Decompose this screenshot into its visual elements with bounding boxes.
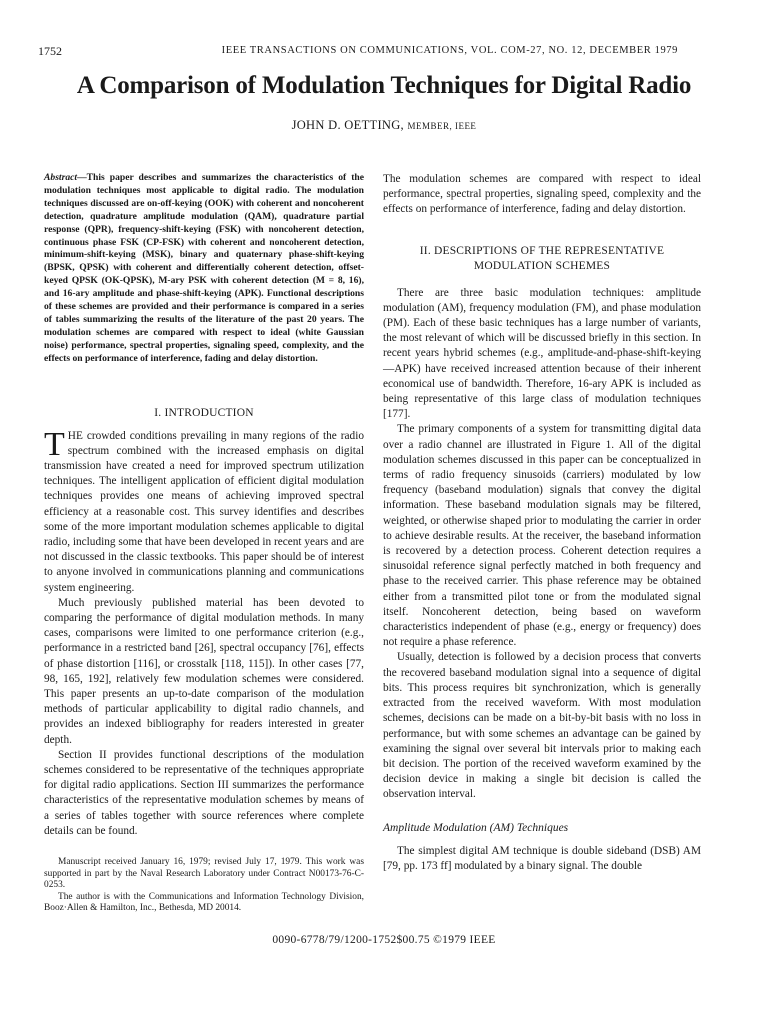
- author-name: JOHN D. OETTING,: [291, 118, 404, 132]
- right-paragraph-5: The simplest digital AM technique is double sideband (DSB) AM [79, pp. 173 ff] modulated by a binary signal. The double: [383, 844, 701, 872]
- right-paragraph-4: Usually, detection is followed by a decision process that converts the recovered baseband modulation signal into a sequence of digital bits. This process requires bit synchronization, which is generally extracted from the received waveform. With most modulation schemes, decisions can be made on a bit-by-bit basis with no loss in performance, but with some schemes an advantage can be gained by examining the signal over several bit intervals prior to making each bit decision. The portion of the received waveform examined by the decision device in making a single bit decision is called the observation interval.: [383, 651, 701, 801]
- page-number: 1752: [38, 44, 62, 58]
- paper-title: A Comparison of Modulation Techniques for Digital Radio: [76, 72, 692, 99]
- footnote: [44, 857, 364, 915]
- intro-paragraph-1-text: HE crowded conditions prevailing in many regions of the radio spectrum combined with the increased emphasis on digital transmission have created a need for improved spectrum utilization techniques. The intelligent application of efficient digital modulation techniques provides one means of achieving improved spectral efficiency at a reasonable cost. This survey identifies and describes some of the more important modulation schemes applicable to digital radio, including some that have been developed in recent years and are not discussed in the classic textbooks. This paper should be of interest to anyone involved in communications planning and communications system engineering.: [44, 429, 364, 594]
- section-heading-2-line-2: MODULATION SCHEMES: [473, 259, 611, 272]
- intro-paragraph-1: [44, 425, 364, 596]
- left-column: [44, 172, 364, 915]
- right-column: [383, 172, 701, 874]
- section-heading-introduction: I. INTRODUCTION: [154, 406, 254, 419]
- abstract: [44, 172, 364, 366]
- intro-paragraph-2: Much previously published material has been devoted to comparing the performance of digital modulation methods. In many cases, comparisons were limited to one performance criterion (e.g., performance in a restricted band [26], spectral occupancy [76], effects of phase distortion [116], or crosstalk [118, 115]). In other cases [77, 98, 165, 192], relatively few modulation schemes were considered. This paper presents an up-to-date comparison of the modulation methods of particular applicability to digital radio channels, and provides an indexed bibliography for readers interested in greater depth.: [44, 596, 364, 746]
- drop-cap: T: [44, 425, 65, 463]
- author-affiliation: MEMBER, IEEE: [407, 121, 477, 131]
- footnote-received: Manuscript received January 16, 1979; revised July 17, 1979. This work was supported in part by the Naval Research Laboratory under Contract N00173-76-C-0253.: [44, 857, 364, 891]
- intro-paragraph-3: Section II provides functional descriptions of the modulation schemes considered to be representative of the techniques appropriate for digital radio applications. Section III summarizes the performance characteristics of the representative modulation schemes by means of a series of tables together with source references where complete details can be found.: [44, 748, 364, 837]
- journal-running-head: IEEE TRANSACTIONS ON COMMUNICATIONS, VOL. COM-27, NO. 12, DECEMBER 1979: [221, 45, 678, 56]
- abstract-label: Abstract: [44, 172, 78, 183]
- section-heading-2-line-1: II. DESCRIPTIONS OF THE REPRESENTATIVE: [419, 244, 665, 257]
- abstract-text: —This paper describes and summarizes the characteristics of the modulation techniques most applicable to digital radio. The modulation techniques discussed are on-off-keying (OOK) with coherent and noncoherent detection, quadrature amplitude modulation (QAM), quadrature partial response (QPR), frequency-shift-keying (FSK) with noncoherent detection, continuous phase FSK (CP-FSK) with coherent and noncoherent detection, minimum-shift-keying (MSK), binary and quaternary phase-shift-keying (BPSK, QPSK) with coherent and differentially coherent detection, offset-keyed QPSK (OK-QPSK), M-ary PSK with coherent detection (M = 8, 16), and 16-ary amplitude and phase-shift-keying (APK). Functional descriptions of these schemes are provided and their performance is compared in a series of tables summarizing the results of the literature of the past 20 years. The modulation schemes are compared with respect to ideal (white Gaussian noise) performance, spectral properties, signaling speed, complexity, and the effects on performance of interference, fading and delay distortion.: [44, 172, 364, 364]
- subsection-heading-am: Amplitude Modulation (AM) Techniques: [383, 821, 569, 834]
- right-paragraph-3: The primary components of a system for transmitting digital data over a radio channel are illustrated in Figure 1. All of the digital modulation schemes discussed in this paper can be conceptualized in terms of radio frequency sinusoids (carriers) modulated by low frequency (baseband modulation) signals that convey the digital information. These baseband modulation signals may be filtered, weighted, or otherwise shaped prior to modulating the carrier in order to achieve desirable results. At the receiver, the baseband information is recovered by a detection process. Coherent detection requires a sinusoidal reference signal perfectly matched in both frequency and phase to the received carrier. This phase reference may be obtained either from a transmitted pilot tone or from the modulated signal itself. Noncoherent detection, being based on waveform characteristics independent of phase (e.g., energy or frequency) does not require a phase reference.: [383, 423, 701, 649]
- right-paragraph-1: The modulation schemes are compared with respect to ideal performance, spectral properties, signaling speed, complexity and the effects on performance of interference, fading and delay distortion.: [383, 173, 701, 216]
- right-paragraph-2: There are three basic modulation techniques: amplitude modulation (AM), frequency modulation (FM), and phase modulation (PM). Each of these basic techniques has a large number of variants, the most relevant of which will be discussed briefly in this section. In recent years hybrid schemes (e.g., amplitude-and-phase-shift-keying—APK) have received increased attention because of their inherent economical use of bandwidth. Therefore, 16-ary APK is included as being representative of this large class of modulation techniques [177].: [383, 286, 701, 421]
- author-line: [0, 118, 768, 133]
- copyright-footer: 0090-6778/79/1200-1752$00.75 ©1979 IEEE: [272, 934, 496, 946]
- footnote-author: The author is with the Communications and Information Technology Division, Booz·Allen & Hamilton, Inc., Bethesda, MD 20014.: [44, 891, 364, 914]
